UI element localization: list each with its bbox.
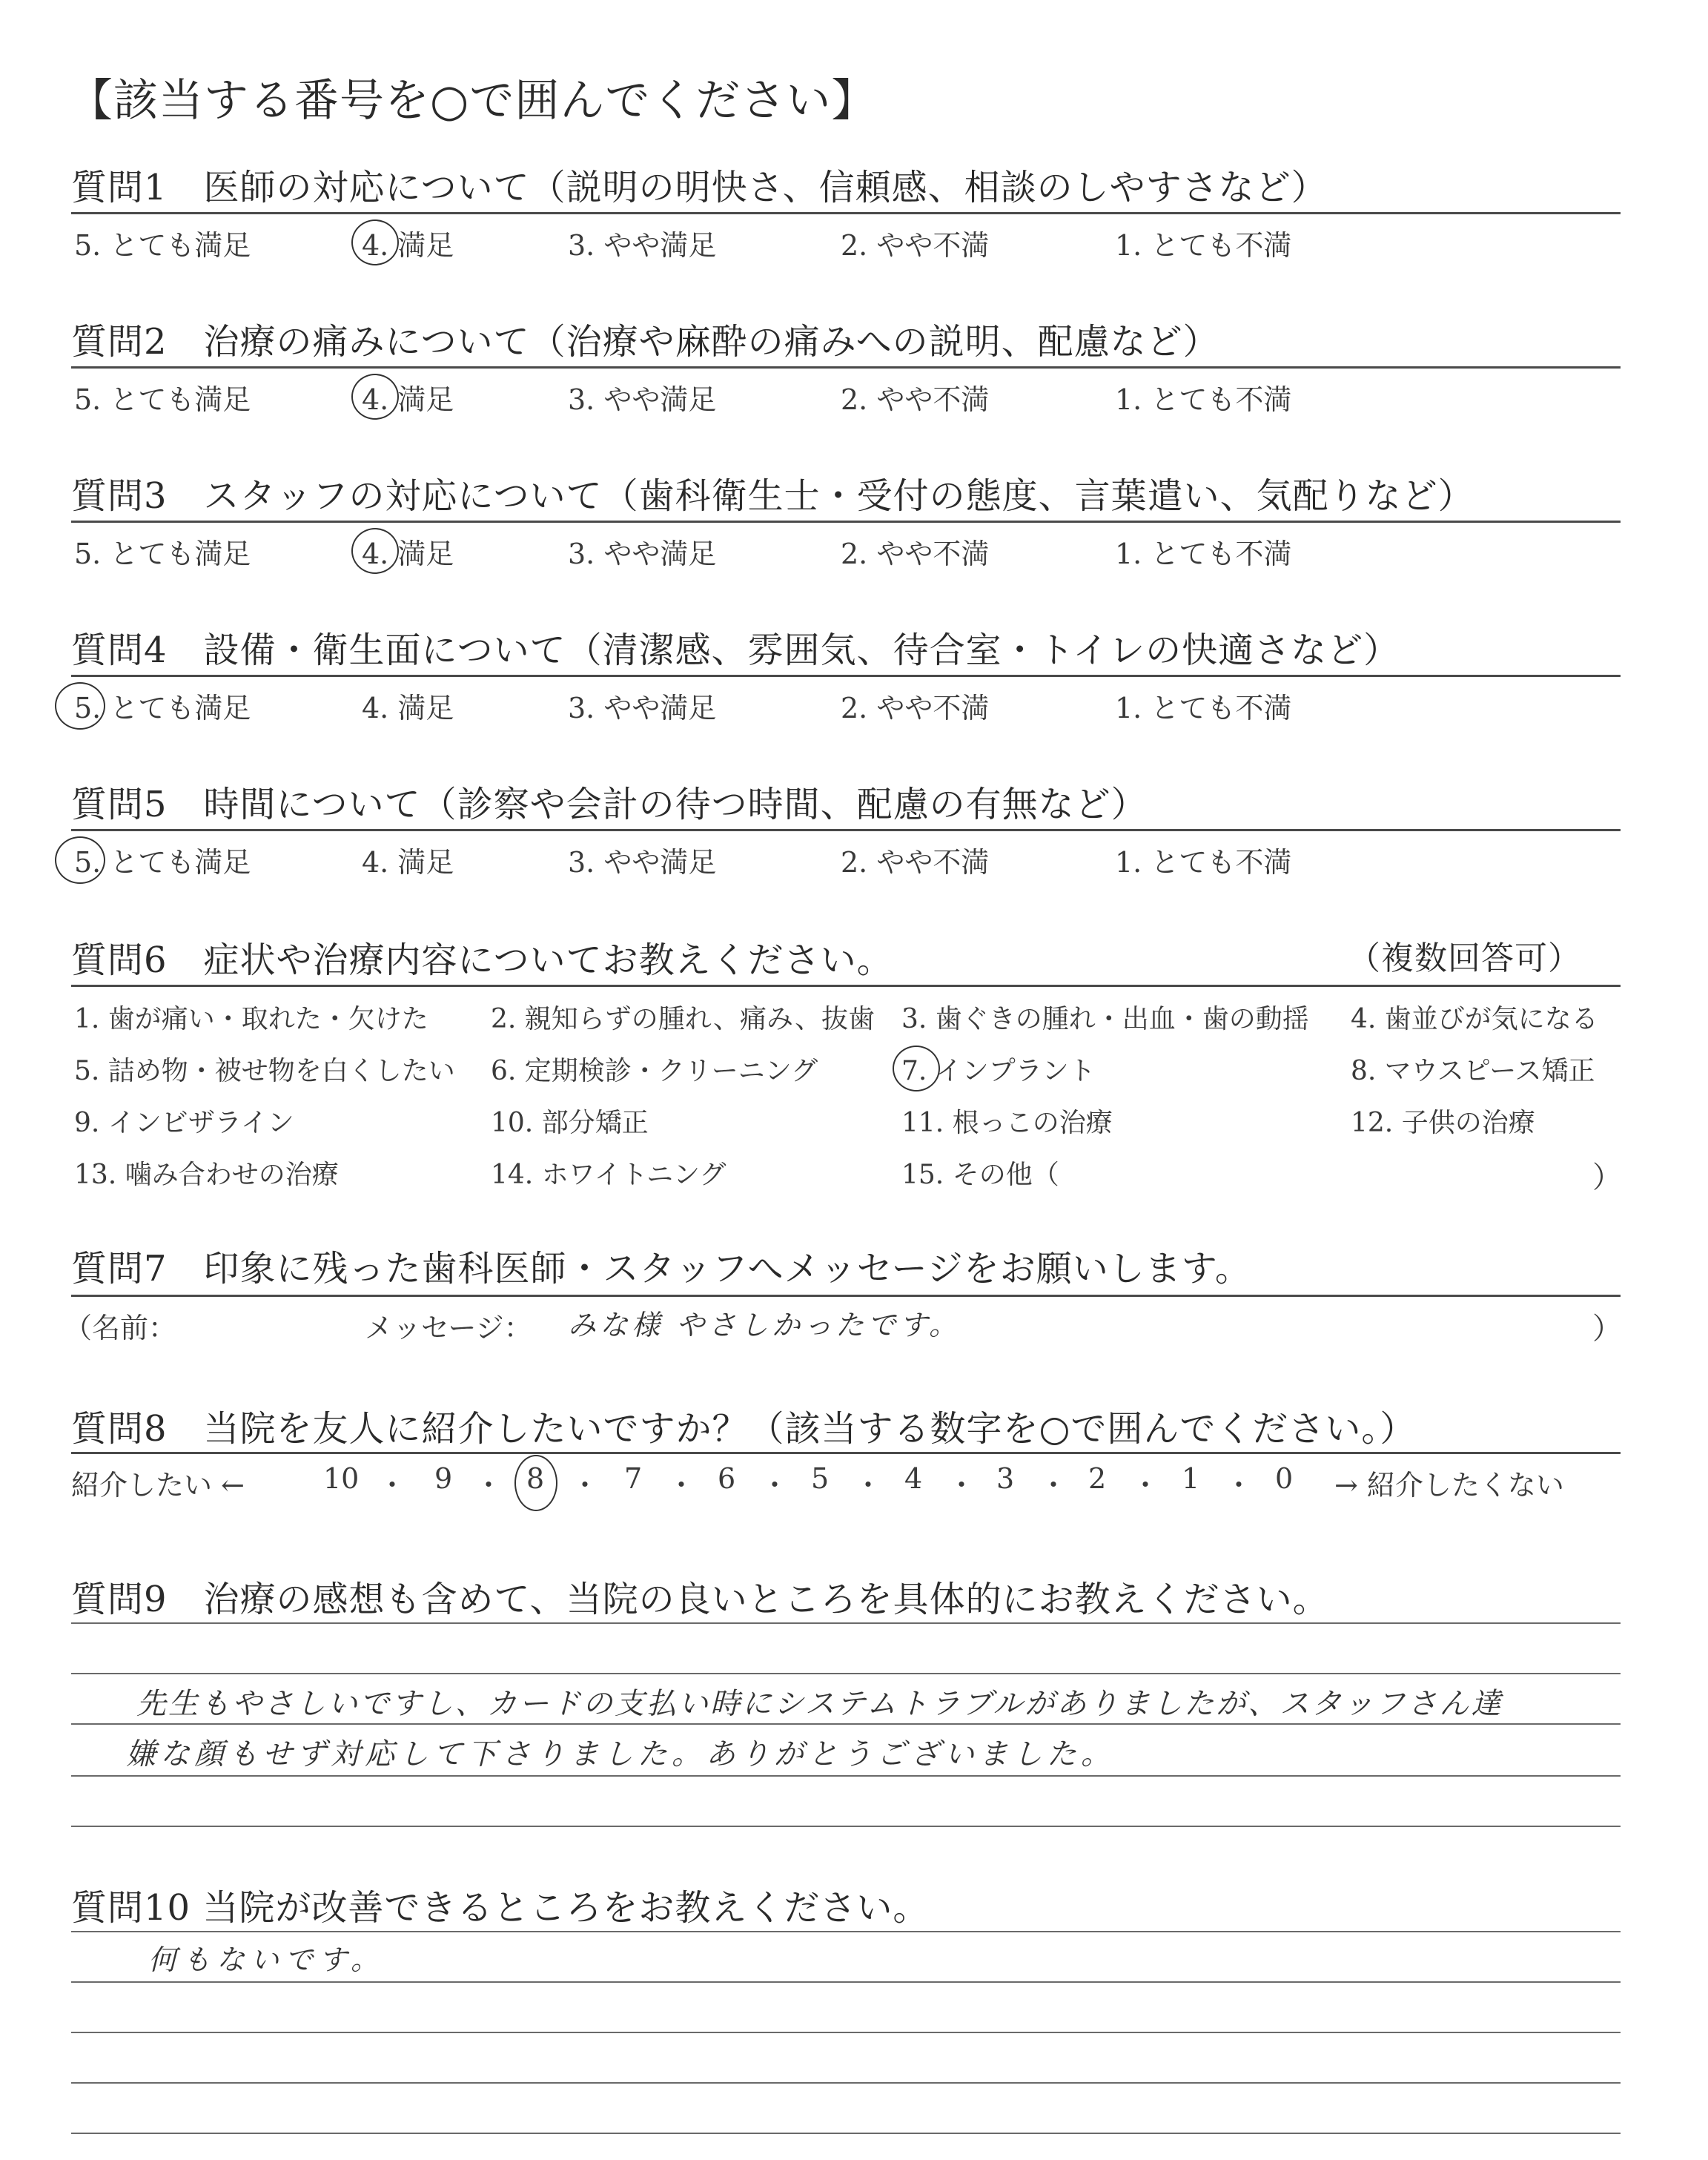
- q6-item-6[interactable]: 6. 定期検診・クリーニング: [491, 1056, 818, 1086]
- q3-option-1[interactable]: 1. とても不満: [1115, 538, 1292, 570]
- q3-selection-circle: [351, 528, 399, 574]
- question-1-heading: 質問1 医師の対応について（説明の明快さ、信頼感、相談のしやすさなど）: [71, 167, 1328, 208]
- q1-option-3[interactable]: 3. やや満足: [568, 229, 717, 262]
- q9-handwritten-line-2: 嫌な顔もせず対応して下さりました。ありがとうございました。: [126, 1737, 1115, 1771]
- q8-sep: ・: [947, 1469, 976, 1502]
- q6-item-7[interactable]: 7. インプラント: [901, 1056, 1096, 1086]
- question-2-rule: [71, 366, 1621, 369]
- q8-sep: ・: [1225, 1469, 1254, 1502]
- q5-option-5[interactable]: 5. とても満足: [74, 846, 251, 879]
- question-6-note: （複数回答可）: [1348, 939, 1581, 977]
- q8-sep: ・: [667, 1469, 696, 1502]
- question-10-heading: 質問10 当院が改善できるところをお教えください。: [71, 1887, 930, 1929]
- q6-item-10[interactable]: 10. 部分矯正: [491, 1108, 649, 1138]
- q10-line-5: [71, 2133, 1621, 2134]
- question-5-rule: [71, 829, 1621, 831]
- q5-option-1[interactable]: 1. とても不満: [1115, 846, 1292, 879]
- q2-option-1[interactable]: 1. とても不満: [1115, 383, 1292, 416]
- q6-item-4[interactable]: 4. 歯並びが気になる: [1351, 1004, 1598, 1034]
- q8-value-9[interactable]: 9: [434, 1462, 453, 1495]
- q9-line-5: [71, 1826, 1621, 1827]
- question-2-heading: 質問2 治療の痛みについて（治療や麻酔の痛みへの説明、配慮など）: [71, 321, 1219, 363]
- q1-option-2[interactable]: 2. やや不満: [841, 229, 990, 262]
- q7-name-label: （名前：: [64, 1312, 177, 1344]
- question-4-heading: 質問4 設備・衛生面について（清潔感、雰囲気、待合室・トイレの快適さなど）: [71, 630, 1400, 671]
- q9-line-1: [71, 1622, 1621, 1624]
- q4-option-5[interactable]: 5. とても満足: [74, 692, 251, 724]
- q6-item-9[interactable]: 9. インビザライン: [74, 1108, 294, 1138]
- q8-sep: ・: [474, 1469, 503, 1502]
- q8-sep: ・: [378, 1469, 407, 1502]
- q8-value-10[interactable]: 10: [323, 1462, 360, 1495]
- q8-value-4[interactable]: 4: [904, 1462, 923, 1495]
- q2-option-2[interactable]: 2. やや不満: [841, 383, 990, 416]
- q2-option-3[interactable]: 3. やや満足: [568, 383, 717, 416]
- q8-left-label: 紹介したい ←: [71, 1469, 245, 1502]
- q6-item-12[interactable]: 12. 子供の治療: [1351, 1108, 1535, 1138]
- q1-option-4[interactable]: 4. 満足: [362, 229, 454, 262]
- q8-value-7[interactable]: 7: [624, 1462, 643, 1495]
- q6-item-8[interactable]: 8. マウスピース矯正: [1351, 1056, 1595, 1086]
- q3-option-4[interactable]: 4. 満足: [362, 538, 454, 570]
- q8-value-1[interactable]: 1: [1182, 1462, 1200, 1495]
- q4-option-4[interactable]: 4. 満足: [362, 692, 454, 724]
- q8-right-label: → 紹介したくない: [1334, 1469, 1564, 1502]
- q8-value-2[interactable]: 2: [1088, 1462, 1107, 1495]
- q9-line-4: [71, 1775, 1621, 1777]
- q1-option-5[interactable]: 5. とても満足: [74, 229, 251, 262]
- q2-option-4[interactable]: 4. 満足: [362, 383, 454, 416]
- question-4-rule: [71, 675, 1621, 677]
- q10-line-1: [71, 1931, 1621, 1932]
- q4-option-1[interactable]: 1. とても不満: [1115, 692, 1292, 724]
- q3-option-5[interactable]: 5. とても満足: [74, 538, 251, 570]
- question-1-rule: [71, 212, 1621, 214]
- q6-item-5[interactable]: 5. 詰め物・被せ物を白くしたい: [74, 1056, 455, 1086]
- q7-message-handwritten: みな様 やさしかったです。: [568, 1309, 961, 1341]
- q8-selection-circle: [514, 1455, 557, 1511]
- question-3-rule: [71, 521, 1621, 523]
- q6-item-2[interactable]: 2. 親知らずの腫れ、痛み、抜歯: [491, 1004, 875, 1034]
- q6-item-1[interactable]: 1. 歯が痛い・取れた・欠けた: [74, 1004, 428, 1034]
- q10-line-3: [71, 2032, 1621, 2033]
- q6-item-15[interactable]: 15. その他（: [901, 1160, 1059, 1190]
- q4-option-3[interactable]: 3. やや満足: [568, 692, 717, 724]
- q8-sep: ・: [1039, 1469, 1068, 1502]
- question-8-heading: 質問8 当院を友人に紹介したいですか？（該当する数字を○で囲んでください。）: [71, 1408, 1417, 1450]
- question-6-heading: 質問6 症状や治療内容についてお教えください。: [71, 939, 893, 981]
- q6-other-close-paren: ）: [1592, 1160, 1622, 1195]
- q8-sep: ・: [1131, 1469, 1160, 1502]
- q6-selection-circle: [893, 1046, 940, 1091]
- q6-item-13[interactable]: 13. 噛み合わせの治療: [74, 1160, 339, 1190]
- q6-item-3[interactable]: 3. 歯ぐきの腫れ・出血・歯の動揺: [901, 1004, 1309, 1034]
- q4-option-2[interactable]: 2. やや不満: [841, 692, 990, 724]
- q7-message-label: メッセージ：: [365, 1312, 532, 1344]
- q10-line-4: [71, 2082, 1621, 2084]
- q5-option-4[interactable]: 4. 満足: [362, 846, 454, 879]
- q4-selection-circle: [55, 682, 105, 730]
- q8-sep: ・: [854, 1469, 883, 1502]
- q3-option-3[interactable]: 3. やや満足: [568, 538, 717, 570]
- q1-option-1[interactable]: 1. とても不満: [1115, 229, 1292, 262]
- q9-line-2: [71, 1673, 1621, 1674]
- question-5-heading: 質問5 時間について（診察や会計の待つ時間、配慮の有無など）: [71, 784, 1148, 825]
- question-7-heading: 質問7 印象に残った歯科医師・スタッフへメッセージをお願いします。: [71, 1248, 1251, 1289]
- q8-sep: ・: [571, 1469, 600, 1502]
- q10-handwritten-line-1: 何もないです。: [148, 1943, 385, 1976]
- q7-close-paren: ）: [1592, 1312, 1622, 1346]
- question-6-rule: [71, 985, 1621, 987]
- q8-value-8[interactable]: 8: [526, 1462, 545, 1495]
- q2-option-5[interactable]: 5. とても満足: [74, 383, 251, 416]
- q5-option-2[interactable]: 2. やや不満: [841, 846, 990, 879]
- q8-value-6[interactable]: 6: [718, 1462, 736, 1495]
- q10-line-2: [71, 1981, 1621, 1983]
- q6-item-14[interactable]: 14. ホワイトニング: [491, 1160, 726, 1190]
- page-title: 【該当する番号を○で囲んでください】: [68, 75, 877, 127]
- q8-value-3[interactable]: 3: [996, 1462, 1015, 1495]
- q9-line-3: [71, 1723, 1621, 1725]
- q2-selection-circle: [351, 374, 399, 420]
- q9-handwritten-line-1: 先生もやさしいですし、カードの支払い時にシステムトラブルがありましたが、スタッフさん達: [136, 1687, 1503, 1721]
- q1-selection-circle: [351, 219, 399, 265]
- q8-sep: ・: [761, 1469, 790, 1502]
- q6-item-11[interactable]: 11. 根っこの治療: [901, 1108, 1113, 1138]
- q8-value-5[interactable]: 5: [811, 1462, 830, 1495]
- question-7-rule: [71, 1295, 1621, 1297]
- question-3-heading: 質問3 スタッフの対応について（歯科衛生士・受付の態度、言葉遣い、気配りなど）: [71, 475, 1474, 517]
- q5-option-3[interactable]: 3. やや満足: [568, 846, 717, 879]
- question-9-heading: 質問9 治療の感想も含めて、当院の良いところを具体的にお教えください。: [71, 1579, 1329, 1620]
- q5-selection-circle: [55, 836, 105, 884]
- q3-option-2[interactable]: 2. やや不満: [841, 538, 990, 570]
- q8-value-0[interactable]: 0: [1275, 1462, 1294, 1495]
- question-8-rule: [71, 1452, 1621, 1454]
